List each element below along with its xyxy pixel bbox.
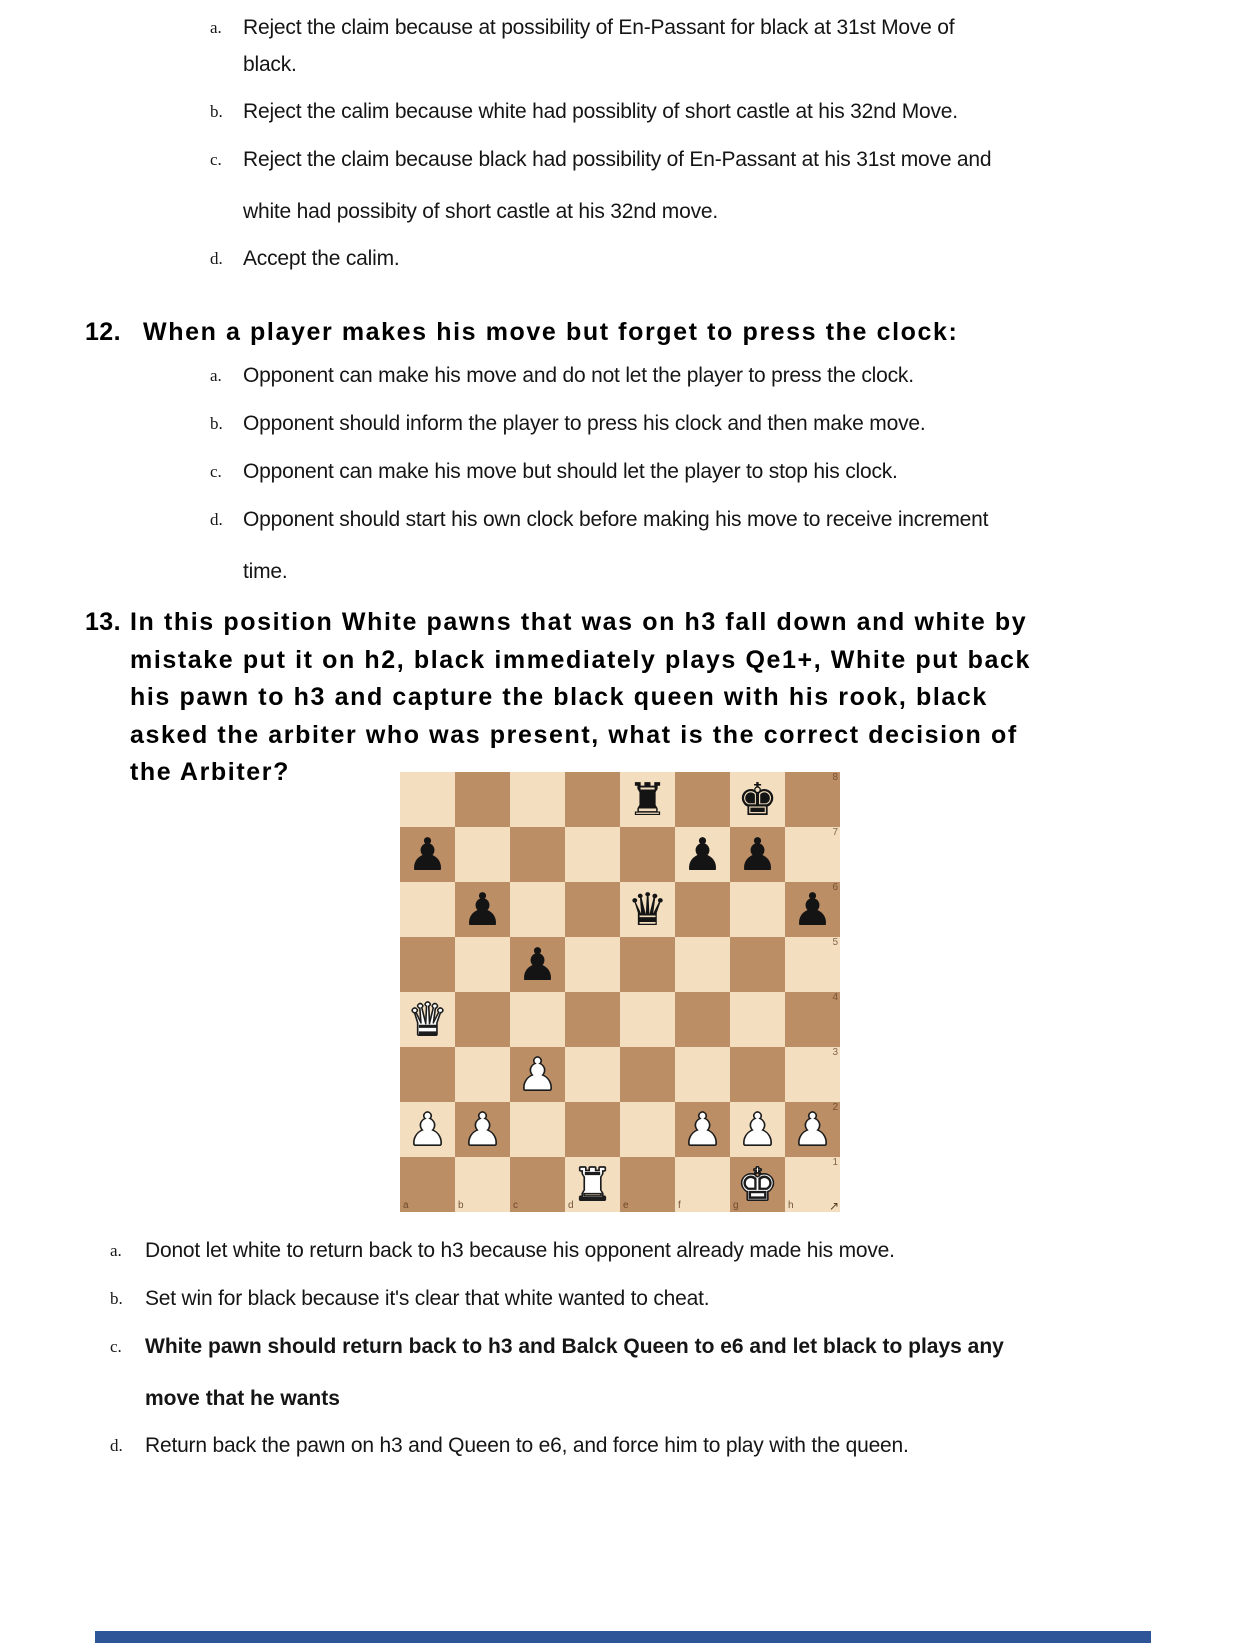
- board-square: [565, 827, 620, 882]
- option-letter: b.: [210, 414, 223, 433]
- question12-options: [210, 364, 1170, 607]
- board-square: [620, 827, 675, 882]
- option-letter: c.: [210, 150, 222, 169]
- board-square: [400, 1047, 455, 1102]
- board-square: [510, 1102, 565, 1157]
- black-pawn-icon: ♟: [792, 883, 833, 936]
- black-queen-icon: ♛: [627, 883, 668, 936]
- answer-option: [210, 364, 1170, 388]
- file-label: a: [403, 1200, 409, 1211]
- board-square: [675, 1157, 730, 1212]
- black-pawn-icon: ♟: [682, 828, 723, 881]
- black-king-icon: ♚: [737, 773, 778, 826]
- white-rook-icon: ♜: [572, 1158, 613, 1211]
- option-letter: d.: [210, 249, 223, 268]
- board-square: [730, 1047, 785, 1102]
- option-text: Accept the calim.: [243, 247, 400, 270]
- board-square: [620, 1047, 675, 1102]
- option-text: Reject the claim because black had possibility of En-Passant at his 31st move and white had possibity of short castle at his 32nd move.: [243, 148, 992, 223]
- question13-title-line: In this position White pawns that was on h3 fall down and white by: [130, 608, 1028, 636]
- answer-option: [210, 412, 1170, 436]
- answer-option: [210, 460, 1170, 484]
- board-square: [620, 937, 675, 992]
- option-text: Set win for black because it's clear that white wanted to cheat.: [145, 1287, 710, 1310]
- option-text: Reject the claim because at possibility of En-Passant for black at 31st Move of black.: [243, 16, 955, 76]
- board-square: [675, 1047, 730, 1102]
- question13-title-line: the Arbiter?: [130, 758, 290, 786]
- option-letter: a.: [210, 366, 222, 385]
- white-pawn-icon: ♟: [517, 1048, 558, 1101]
- option-letter: a.: [210, 18, 222, 37]
- board-square: [400, 1157, 455, 1212]
- option-letter: b.: [110, 1289, 123, 1308]
- question13-number: 13.: [85, 608, 121, 636]
- option-letter: a.: [110, 1241, 122, 1260]
- board-square: [675, 937, 730, 992]
- black-pawn-icon: ♟: [517, 938, 558, 991]
- board-square: [730, 882, 785, 937]
- black-rook-icon: ♜: [627, 773, 668, 826]
- option-text: Opponent should start his own clock before making his move to receive increment time.: [243, 508, 989, 583]
- board-square: [620, 1102, 675, 1157]
- question12-number: 12.: [85, 318, 121, 346]
- footer-bar: [95, 1631, 1151, 1643]
- board-square: [400, 882, 455, 937]
- board-square: [455, 937, 510, 992]
- question13-title: [130, 604, 1150, 792]
- board-square: [785, 772, 840, 827]
- question13-title-line: asked the arbiter who was present, what is the correct decision of: [130, 720, 1018, 749]
- board-square: [675, 992, 730, 1047]
- answer-option: [110, 1434, 1170, 1458]
- board-square: [510, 992, 565, 1047]
- board-square: [675, 882, 730, 937]
- board-square: [455, 1047, 510, 1102]
- board-square: [455, 827, 510, 882]
- option-text: Opponent should inform the player to press his clock and then make move.: [243, 412, 926, 435]
- white-king-icon: ♚: [737, 1158, 778, 1211]
- question13-heading: [85, 604, 1165, 792]
- board-square: [510, 1157, 565, 1212]
- board-square: [620, 992, 675, 1047]
- white-pawn-icon: ♟: [737, 1103, 778, 1156]
- board-square: [565, 882, 620, 937]
- option-letter: b.: [210, 102, 223, 121]
- board-square: [730, 992, 785, 1047]
- board-square: [455, 1157, 510, 1212]
- answer-option: [110, 1335, 1170, 1410]
- board-square: [785, 1047, 840, 1102]
- question13-title-line: mistake put it on h2, black immediately plays Qe1+, White put back: [130, 645, 1031, 674]
- white-pawn-icon: ♟: [407, 1103, 448, 1156]
- answer-option: [210, 247, 1160, 271]
- answer-option: [110, 1239, 1170, 1263]
- option-text: Opponent can make his move but should let the player to stop his clock.: [243, 460, 898, 483]
- question12-title: When a player makes his move but forget to press the clock:: [143, 318, 959, 346]
- file-label: f: [678, 1200, 681, 1211]
- file-label: c: [513, 1200, 518, 1211]
- board-square: [565, 937, 620, 992]
- rank-label: 3: [832, 1047, 838, 1058]
- file-label: e: [623, 1200, 629, 1211]
- board-square: [565, 992, 620, 1047]
- white-pawn-icon: ♟: [462, 1103, 503, 1156]
- option-letter: c.: [110, 1337, 122, 1356]
- board-square: [675, 772, 730, 827]
- file-label: g: [733, 1200, 739, 1211]
- answer-option: [210, 100, 1160, 124]
- rank-label: 2: [832, 1102, 838, 1113]
- board-square: [565, 772, 620, 827]
- option-text: Opponent can make his move and do not let the player to press the clock.: [243, 364, 914, 387]
- board-square: [455, 772, 510, 827]
- answer-option: [210, 508, 1170, 583]
- board-square: [730, 937, 785, 992]
- board-square: [510, 882, 565, 937]
- black-pawn-icon: ♟: [407, 828, 448, 881]
- option-letter: d.: [210, 510, 223, 529]
- board-square: [400, 772, 455, 827]
- rank-label: 6: [832, 882, 838, 893]
- white-queen-icon: ♛: [407, 993, 448, 1046]
- board-square: [785, 827, 840, 882]
- option-text: Reject the calim because white had possiblity of short castle at his 32nd Move.: [243, 100, 958, 123]
- question12-heading: [85, 318, 1165, 347]
- file-label: d: [568, 1200, 574, 1211]
- option-text: Return back the pawn on h3 and Queen to e6, and force him to play with the queen.: [145, 1434, 909, 1457]
- board-square: [785, 937, 840, 992]
- board-square: [510, 772, 565, 827]
- option-text: Donot let white to return back to h3 because his opponent already made his move.: [145, 1239, 895, 1262]
- board-square: [565, 1047, 620, 1102]
- question11-options: [210, 16, 1160, 295]
- white-pawn-icon: ♟: [792, 1103, 833, 1156]
- option-letter: c.: [210, 462, 222, 481]
- answer-option: [110, 1287, 1170, 1311]
- file-label: h: [788, 1200, 794, 1211]
- file-label: b: [458, 1200, 464, 1211]
- answer-option: [210, 16, 1160, 76]
- board-square: [455, 992, 510, 1047]
- rank-label: 1: [832, 1157, 838, 1168]
- option-letter: d.: [110, 1436, 123, 1455]
- option-text: White pawn should return back to h3 and Balck Queen to e6 and let black to plays any move that he wants: [145, 1335, 1004, 1410]
- board-square: [510, 827, 565, 882]
- question13-title-line: his pawn to h3 and capture the black queen with his rook, black: [130, 683, 988, 711]
- rank-label: 5: [832, 937, 838, 948]
- board-square: [620, 1157, 675, 1212]
- chess-board-diagram: [400, 772, 840, 1212]
- black-pawn-icon: ♟: [737, 828, 778, 881]
- rank-label: 4: [832, 992, 838, 1003]
- question13-options: [110, 1239, 1170, 1482]
- answer-option: [210, 148, 1160, 223]
- board-square: [400, 937, 455, 992]
- rank-label: 7: [832, 827, 838, 838]
- rank-label: 8: [832, 772, 838, 783]
- board-square: [565, 1102, 620, 1157]
- black-pawn-icon: ♟: [462, 883, 503, 936]
- white-pawn-icon: ♟: [682, 1103, 723, 1156]
- side-to-move-indicator: ↗: [828, 1199, 839, 1213]
- board-square: [785, 992, 840, 1047]
